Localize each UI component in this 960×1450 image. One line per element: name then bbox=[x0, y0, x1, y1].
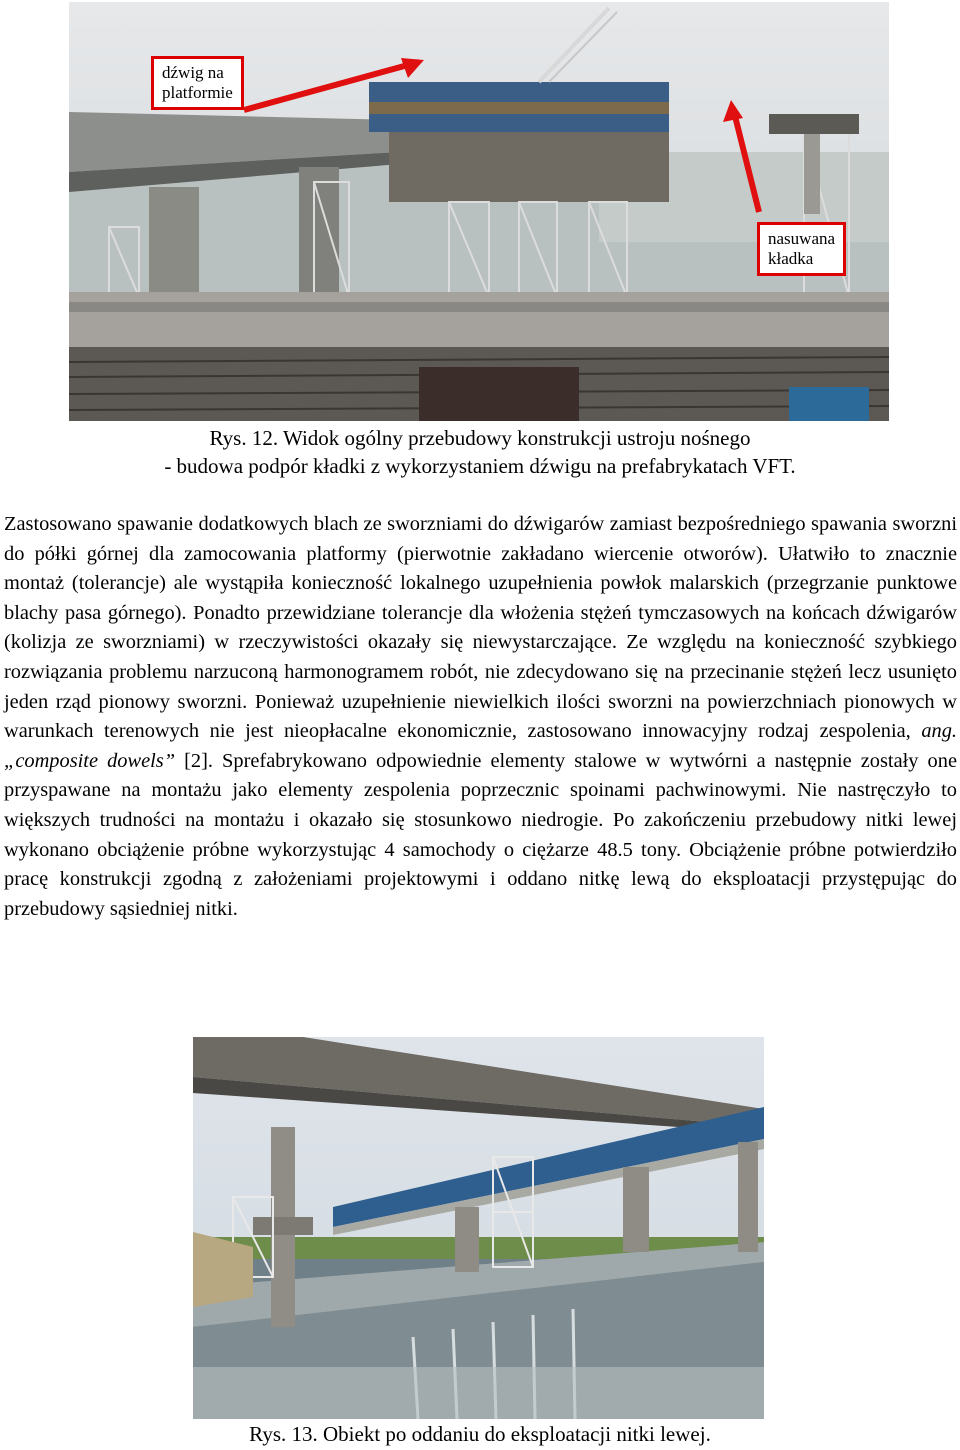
label-footbridge-line-2: kładka bbox=[768, 249, 814, 268]
caption-line-1: Rys. 12. Widok ogólny przebudowy konstrukcji ustroju nośnego bbox=[209, 426, 751, 450]
label-crane-on-platform bbox=[151, 56, 244, 110]
bridge-photo-illustration bbox=[193, 1037, 764, 1419]
paragraph-italic-term: ang. „composite dowels” bbox=[4, 720, 957, 772]
caption-line-2: - budowa podpór kładki z wykorzystaniem dźwigu na prefabrykatach VFT. bbox=[164, 454, 796, 478]
label-footbridge-line-1: nasuwana bbox=[768, 229, 836, 248]
figure-13-caption bbox=[0, 1420, 960, 1448]
label-crane-line-1: dźwig na bbox=[162, 63, 224, 82]
label-sliding-footbridge bbox=[757, 222, 846, 276]
paragraph-text-part-2: [2]. Sprefabrykowano odpowiednie elementy stalowe w wytwórni a następnie zostały one przyspawane na montażu jako elementy zespolenia poprzecznic spoinami pachwinowymi. Nie nastręczyło to większych trudności na montażu i okazało się stosunkowo niedrogie. Po zakończeniu przebudowy nitki lewej wykonano obciążenie próbne wykorzystując 4 samochody o ciężarze 48.5 tony. Obciążenie próbne potwierdziło pracę konstrukcji zgodną z założeniami projektowymi i oddano nitkę lewą do eksploatacji przystępując do przebudowy sąsiedniej nitki. bbox=[4, 749, 957, 920]
body-paragraph bbox=[4, 510, 957, 924]
paragraph-text-part-1: Zastosowano spawanie dodatkowych blach ze sworzniami do dźwigarów zamiast bezpośredniego spawania sworzni do półki górnej dla zamocowania platformy (pierwotnie zakładano wiercenie otworów). Ułatwiło to znacznie montaż (tolerancje) ale wystąpiła konieczność lokalnego uzupełnienia powłok malarskich (przegrzanie punktowe blachy pasa górnego). Ponadto przewidziane tolerancje dla włożenia stężeń tymczasowych na końcach dźwigarów (kolizja ze sworzniami) w rzeczywistości okazały się niewystarczające. Ze względu na konieczność szybkiego rozwiązania problemu narzuconą harmonogramem robót, nie zdecydowano się na przecinanie stężeń lecz usunięto jeden rząd pionowy sworzni. Ponieważ uzupełnienie niewielkich ilości sworzni na powierzchniach pionowych w warunkach terenowych nie jest nieopłacalne ekonomicznie, zastosowano innowacyjny rodzaj zespolenia, bbox=[4, 513, 957, 743]
caption-text: Rys. 13. Obiekt po oddaniu do eksploatacji nitki lewej. bbox=[249, 1422, 711, 1446]
figure-12-caption bbox=[0, 424, 960, 480]
figure-12-construction-photo bbox=[69, 2, 889, 421]
figure-13-bridge-photo bbox=[193, 1037, 764, 1419]
label-crane-line-2: platformie bbox=[162, 83, 233, 102]
